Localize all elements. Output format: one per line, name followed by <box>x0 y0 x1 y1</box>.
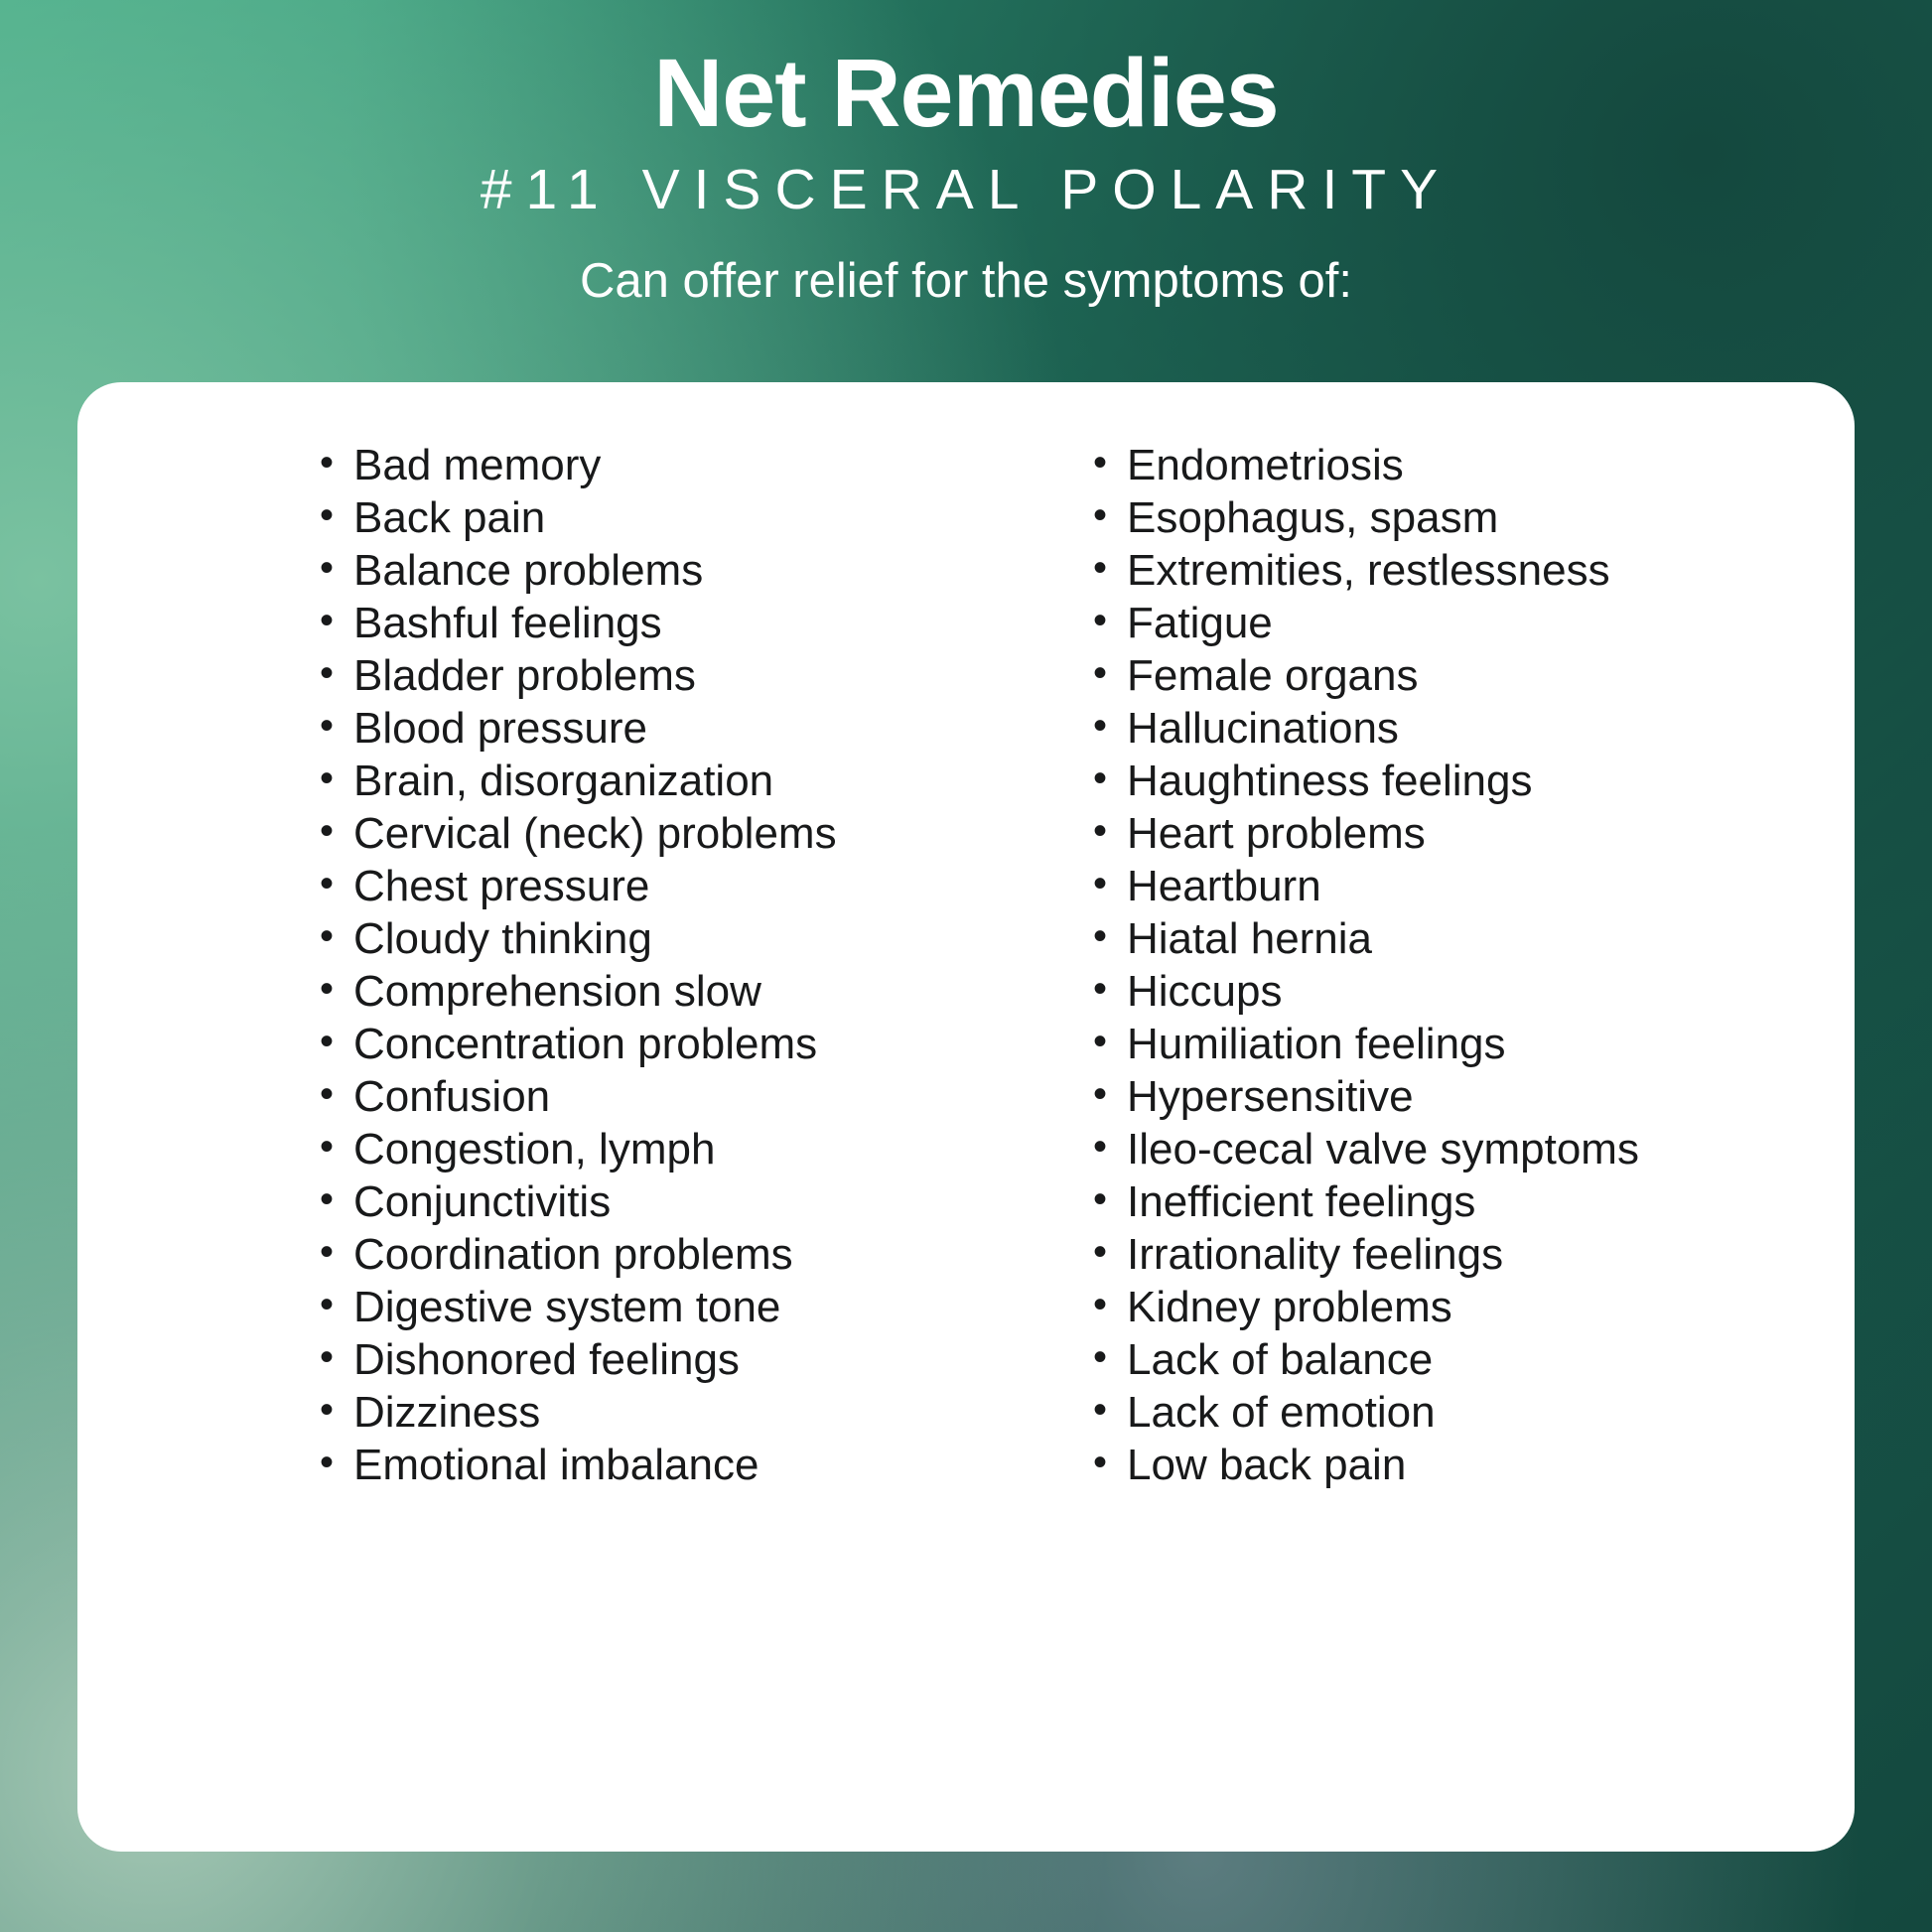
list-item: • Irrationality feelings <box>1069 1233 1785 1277</box>
symptoms-list-right <box>1069 441 1785 1489</box>
poster-header <box>0 0 1932 311</box>
list-item: • Back pain <box>296 496 1012 540</box>
list-item: • Dizziness <box>296 1391 1012 1435</box>
list-item: • Endometriosis <box>1069 444 1785 487</box>
list-item: • Emotional imbalance <box>296 1444 1012 1487</box>
page-title: Net Remedies <box>653 39 1279 147</box>
list-item: • Kidney problems <box>1069 1286 1785 1329</box>
list-item: • Heartburn <box>1069 865 1785 908</box>
list-item: • Hiccups <box>1069 970 1785 1014</box>
list-item: • Hypersensitive <box>1069 1075 1785 1119</box>
list-item: • Heart problems <box>1069 812 1785 856</box>
list-item: • Lack of balance <box>1069 1338 1785 1382</box>
list-item: • Haughtiness feelings <box>1069 759 1785 803</box>
list-item: • Cloudy thinking <box>296 917 1012 961</box>
symptoms-columns <box>147 441 1785 1496</box>
list-item: • Confusion <box>296 1075 1012 1119</box>
list-item: • Low back pain <box>1069 1444 1785 1487</box>
list-item: • Comprehension slow <box>296 970 1012 1014</box>
page-subtitle: #11 VISCERAL POLARITY <box>480 157 1452 221</box>
list-item: • Congestion, lymph <box>296 1128 1012 1172</box>
list-item: • Chest pressure <box>296 865 1012 908</box>
list-item: • Esophagus, spasm <box>1069 496 1785 540</box>
list-item: • Brain, disorganization <box>296 759 1012 803</box>
symptoms-column-right <box>1030 441 1785 1496</box>
list-item: • Hiatal hernia <box>1069 917 1785 961</box>
list-item: • Fatigue <box>1069 602 1785 645</box>
list-item: • Concentration problems <box>296 1023 1012 1066</box>
symptoms-column-left <box>147 441 1012 1496</box>
list-item: • Lack of emotion <box>1069 1391 1785 1435</box>
list-item: • Bladder problems <box>296 654 1012 698</box>
list-item: • Ileo-cecal valve symptoms <box>1069 1128 1785 1172</box>
list-item: • Dishonored feelings <box>296 1338 1012 1382</box>
list-item: • Female organs <box>1069 654 1785 698</box>
list-item: • Humiliation feelings <box>1069 1023 1785 1066</box>
list-item: • Cervical (neck) problems <box>296 812 1012 856</box>
symptoms-card <box>77 382 1855 1852</box>
list-item: • Extremities, restlessness <box>1069 549 1785 593</box>
list-item: • Bashful feelings <box>296 602 1012 645</box>
page-tagline: Can offer relief for the symptoms of: <box>580 254 1352 309</box>
symptoms-list-left <box>296 441 1012 1489</box>
list-item: • Coordination problems <box>296 1233 1012 1277</box>
list-item: • Digestive system tone <box>296 1286 1012 1329</box>
list-item: • Conjunctivitis <box>296 1180 1012 1224</box>
list-item: • Bad memory <box>296 444 1012 487</box>
list-item: • Blood pressure <box>296 707 1012 751</box>
list-item: • Balance problems <box>296 549 1012 593</box>
list-item: • Inefficient feelings <box>1069 1180 1785 1224</box>
list-item: • Hallucinations <box>1069 707 1785 751</box>
